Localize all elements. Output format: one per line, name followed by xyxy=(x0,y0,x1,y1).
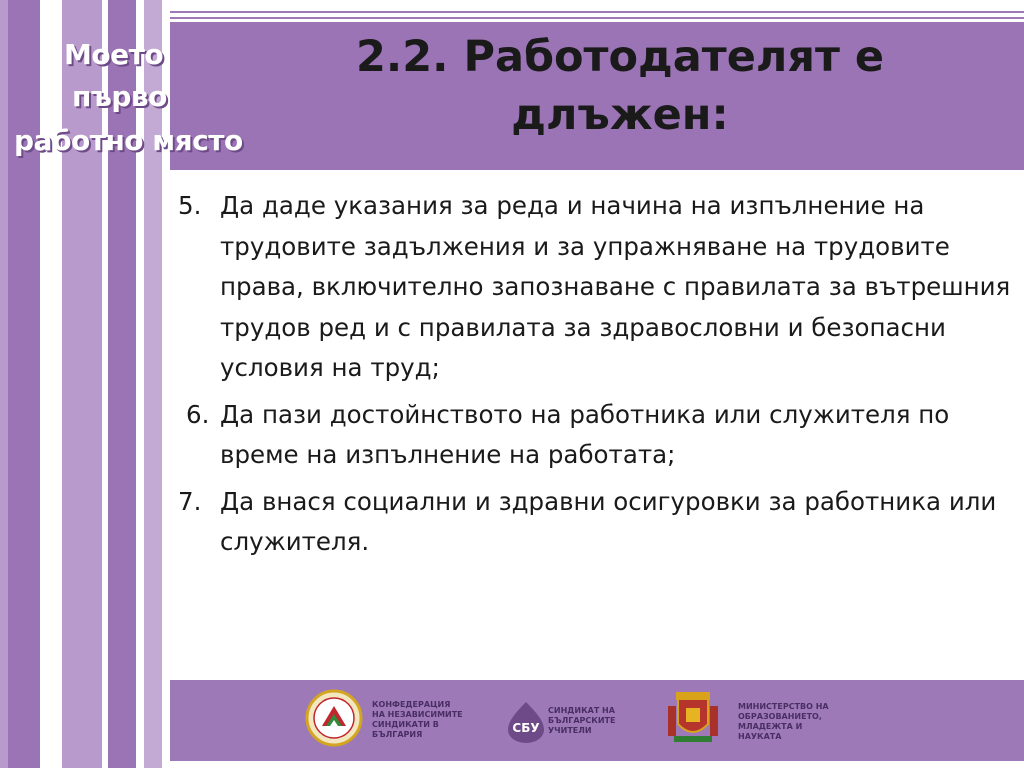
slide-title xyxy=(300,28,940,144)
vertical-stripe xyxy=(8,0,40,768)
logo-word-2: първо xyxy=(72,80,167,113)
item-text: Да даде указания за реда и начина на изпълнение на трудовите задължения и за упражняване на трудовите права, включително запознаване с правилата за вътрешния трудов ред и с правилата за здравословни и безопасни условия на труд; xyxy=(220,191,1011,382)
footer-org-2-label: СИНДИКАТ НА БЪЛГАРСКИТЕ УЧИТЕЛИ xyxy=(548,706,616,735)
list-item xyxy=(178,482,1014,563)
item-number: 6. xyxy=(186,399,210,429)
footer-org-1 xyxy=(304,688,464,748)
teachers-union-icon xyxy=(504,700,548,744)
union-emblem-icon xyxy=(304,688,364,748)
footer-org-3-label: МИНИСТЕРСТВО НА ОБРАЗОВАНИЕТО, МЛАДЕЖТА И НАУКАТА xyxy=(738,702,829,741)
logo-word-3: работно място xyxy=(14,124,243,157)
footer-org-3 xyxy=(664,688,834,748)
list-item xyxy=(178,395,1014,476)
list-item xyxy=(178,186,1014,389)
vertical-stripe xyxy=(162,0,170,768)
logo-word-1: Моето xyxy=(64,38,164,71)
vertical-stripe xyxy=(0,0,8,768)
slide-title-line-1: 2.2. Работодателят е xyxy=(355,32,885,82)
slide-title-line-2: длъжен: xyxy=(511,90,729,140)
footer-org-2 xyxy=(504,688,624,748)
duties-list xyxy=(178,186,1014,569)
coat-of-arms-icon xyxy=(664,688,722,746)
item-number: 5. xyxy=(178,191,202,220)
vertical-stripe xyxy=(144,0,162,768)
vertical-stripe xyxy=(62,0,102,768)
vertical-stripe xyxy=(136,0,144,768)
vertical-stripe xyxy=(40,0,62,768)
item-number: 7. xyxy=(178,486,202,516)
vertical-stripe xyxy=(108,0,136,768)
item-text: Да внася социални и здравни осигуровки за работника или служителя. xyxy=(220,486,997,556)
svg-text:СБУ: СБУ xyxy=(512,721,540,735)
footer-org-1-label: КОНФЕДЕРАЦИЯ НА НЕЗАВИСИМИТЕ СИНДИКАТИ В БЪЛГАРИЯ xyxy=(372,700,463,739)
item-text: Да пази достойнството на работника или служителя по време на изпълнение на работата; xyxy=(220,399,950,469)
